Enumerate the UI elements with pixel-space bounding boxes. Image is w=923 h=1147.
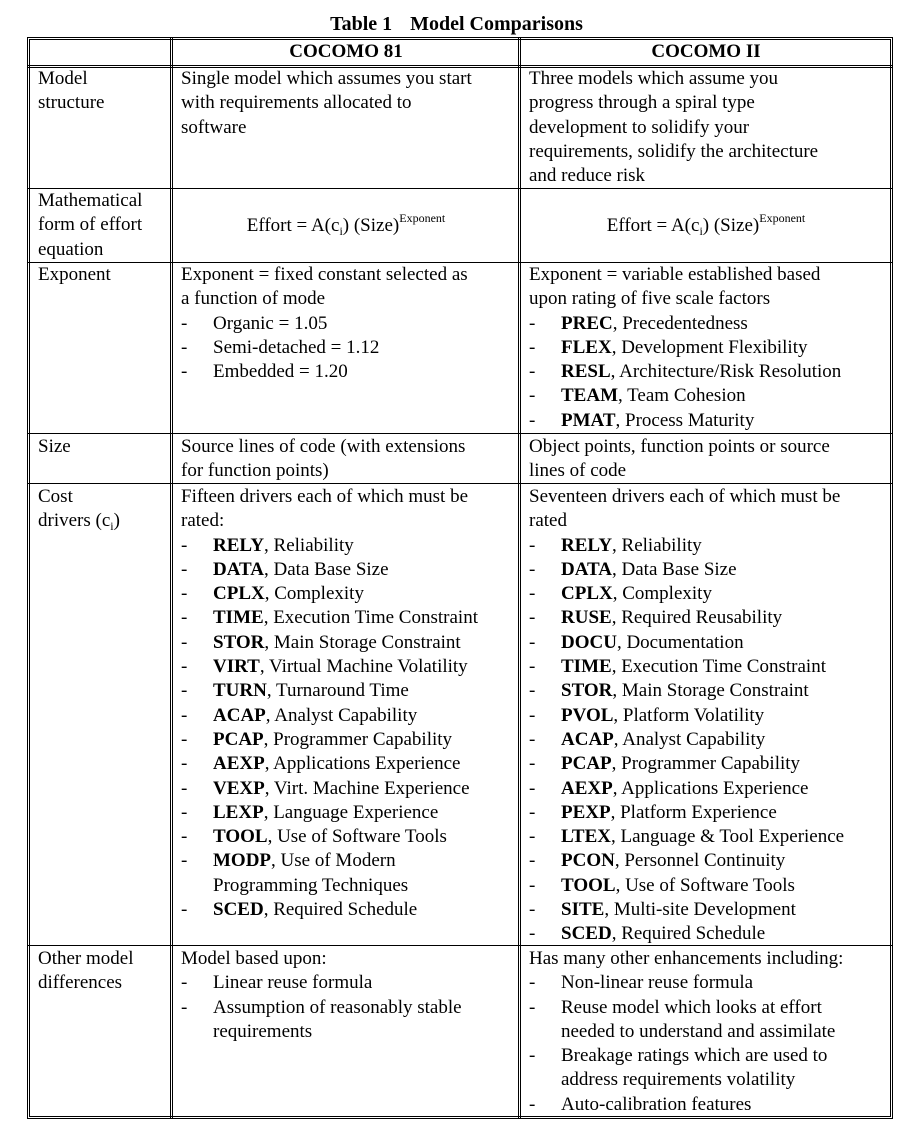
cocomo2-model-structure: Three models which assume you progress through a spiral type development to solidify your requirements, solidify the architecture and reduce risk (529, 68, 819, 187)
cocomo81-size: Source lines of code (with extensions for function points) (181, 436, 466, 482)
cocomo81-other-differences: Model based upon: - Linear reuse formula - Assumption of reasonably stable requirements (181, 947, 462, 1044)
cocomo81-model-structure: Single model which assumes you start with requirements allocated to software (181, 68, 472, 138)
list-item: - SITE, Multi-site Development (529, 899, 796, 921)
list-item: - MODP, Use of Modern Programming Techniques (181, 850, 409, 896)
list-item: - TEAM, Team Cohesion (529, 385, 746, 407)
list-item: - ACAP, Analyst Capability (529, 728, 766, 750)
list-item: - AEXP, Applications Experience (529, 777, 809, 799)
list-item: - DATA, Data Base Size (181, 558, 389, 580)
list-item: - RUSE, Required Reusability (529, 607, 783, 629)
list-item: - LTEX, Language & Tool Experience (529, 826, 845, 848)
header-cocomo2: COCOMO II (651, 41, 761, 62)
list-item: - STOR, Main Storage Constraint (181, 631, 461, 653)
list-item: - CPLX, Complexity (181, 583, 364, 605)
list-item: - LEXP, Language Experience (181, 801, 439, 823)
cocomo2-size: Object points, function points or source lines of code (529, 436, 830, 482)
list-item: - RELY, Reliability (181, 534, 354, 556)
row-divider (27, 433, 893, 434)
list-item: - PCAP, Programmer Capability (529, 753, 801, 775)
column-divider (518, 37, 521, 1119)
list-item: - VEXP, Virt. Machine Experience (181, 777, 470, 799)
list-item: - PREC, Precedentedness (529, 312, 748, 334)
list-item: - PCON, Personnel Continuity (529, 850, 786, 872)
list-item: - DOCU, Documentation (529, 631, 744, 653)
row-label-size: Size (38, 436, 71, 457)
list-item: - Embedded = 1.20 (181, 361, 348, 383)
list-item: - Assumption of reasonably stable requirements (181, 996, 462, 1042)
list-item: - SCED, Required Schedule (529, 923, 766, 945)
list-item: - Reuse model which looks at effort needed to understand and assimilate (529, 996, 836, 1042)
list-item: - Linear reuse formula (181, 972, 373, 994)
row-label-cost-drivers: Cost drivers $(c_i)$ (38, 486, 120, 534)
cocomo81-exponent: Exponent = fixed constant selected as a function of mode - Organic = 1.05 - Semi-detached = 1.12 - Embedded = 1.20 (181, 263, 468, 384)
cocomo2-cost-drivers: Seventeen drivers each of which must be rated - RELY, Reliability - DATA, Data Base Size - CPLX, Complexity - RUSE, Required Reusability - DOCU, Documentation - TIME, Execution Time Constraint - STOR, Main Storage Constraint - PVOL, Platform Volatility - ACAP, Analyst Capability - PCAP, Programmer Capability - AEXP, Applications Experience - PEXP, Platform Experience - LTEX, Language & Tool Experience - PCON, Personnel Continuity - TOOL, Use of Software Tools - SITE, Multi-site Development - SCED, Required Schedule (529, 485, 844, 947)
list-item: - Auto-calibration features (529, 1093, 752, 1115)
list-item: - PMAT, Process Maturity (529, 409, 755, 431)
list-item: - TIME, Execution Time Constraint (181, 607, 478, 629)
list-item: - ACAP, Analyst Capability (181, 704, 418, 726)
list-item: - STOR, Main Storage Constraint (529, 680, 809, 702)
list-item: - Organic = 1.05 (181, 312, 328, 334)
cocomo2-other-differences: Has many other enhancements including: - Non-linear reuse formula - Reuse model which looks at effort needed to understand and assimilate - Breakage ratings which are used to address requirements volatility - Auto-calibration features (529, 947, 843, 1117)
list-item: - TOOL, Use of Software Tools (529, 874, 795, 896)
list-item: - CPLX, Complexity (529, 583, 712, 605)
list-item: - RELY, Reliability (529, 534, 702, 556)
list-item: - TOOL, Use of Software Tools (181, 826, 447, 848)
list-item: - TIME, Execution Time Constraint (529, 656, 826, 678)
list-item: - PCAP, Programmer Capability (181, 728, 453, 750)
list-item: - Breakage ratings which are used to address requirements volatility (529, 1045, 828, 1091)
row-label-exponent: Exponent (38, 264, 111, 285)
list-item: - DATA, Data Base Size (529, 558, 737, 580)
cocomo81-effort-formula: Effort = $A(c_i)$ (Size)$^{Exponent}$ (246, 211, 446, 238)
cocomo2-effort-formula: Effort = $A(c_i)$ (Size)$^{Exponent}$ (606, 211, 806, 238)
list-item: - Semi-detached = 1.12 (181, 336, 380, 358)
caption-number: Table 1 (330, 13, 393, 35)
list-item: - PEXP, Platform Experience (529, 801, 777, 823)
row-label-other-differences: Other model differences (38, 948, 134, 994)
column-divider (170, 37, 173, 1119)
cocomo2-exponent: Exponent = variable established based upon rating of five scale factors - PREC, Precedentedness - FLEX, Development Flexibility - RESL, Architecture/Risk Resolution - TEAM, Team Cohesion - PMAT, Process Maturity (529, 263, 841, 433)
list-item: - SCED, Required Schedule (181, 899, 418, 921)
table-caption (0, 12, 913, 36)
list-item: - PVOL, Platform Volatility (529, 704, 765, 726)
list-item: - RESL, Architecture/Risk Resolution (529, 361, 842, 383)
header-cocomo81: COCOMO 81 (289, 41, 403, 62)
list-item: - VIRT, Virtual Machine Volatility (181, 656, 468, 678)
list-item: - Non-linear reuse formula (529, 972, 754, 994)
list-item: - FLEX, Development Flexibility (529, 336, 808, 358)
list-item: - AEXP, Applications Experience (181, 753, 461, 775)
row-label-mathematical-form: Mathematical form of effort equation (38, 190, 143, 260)
list-item: - TURN, Turnaround Time (181, 680, 409, 702)
caption-title: Model Comparisons (410, 13, 583, 35)
cocomo81-cost-drivers: Fifteen drivers each of which must be rated: - RELY, Reliability - DATA, Data Base Size - CPLX, Complexity - TIME, Execution Time Constraint - STOR, Main Storage Constraint - VIRT, Virtual Machine Volatility - TURN, Turnaround Time - ACAP, Analyst Capability - PCAP, Programmer Capability - AEXP, Applications Experience - VEXP, Virt. Machine Experience - LEXP, Language Experience - TOOL, Use of Software Tools - MODP, Use of Modern Programming Techniques - SCED, Required Schedule (181, 485, 478, 922)
row-label-model-structure: Model structure (38, 68, 105, 114)
